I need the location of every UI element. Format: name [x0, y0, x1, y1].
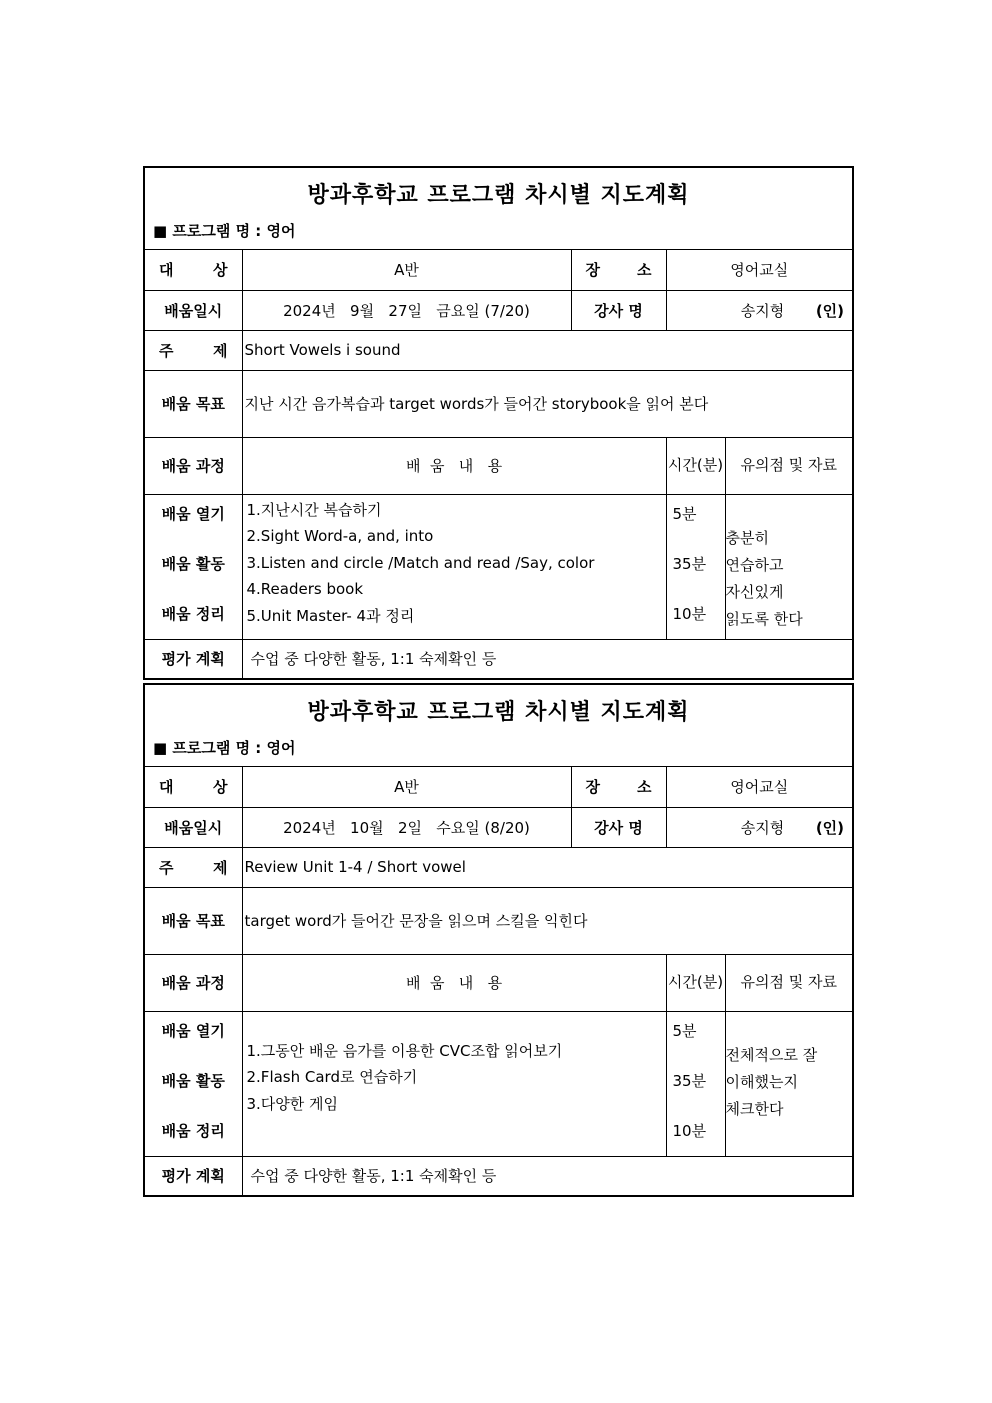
goal-label: 배움 목표 [145, 370, 242, 437]
notes-column [725, 1011, 852, 1156]
notes-header: 유의점 및 자료 [725, 437, 852, 494]
process-body-row [145, 1011, 852, 1156]
time-open: 5분 [672, 504, 697, 523]
plan-title: 방과후학교 프로그램 차시별 지도계획 [307, 182, 690, 208]
content-line: 4.Readers book [246, 580, 364, 599]
teacher-label: 강사 명 [571, 290, 666, 330]
plan-header [145, 685, 852, 767]
plan-title: 방과후학교 프로그램 차시별 지도계획 [307, 699, 690, 725]
date-label: 배움일시 [145, 807, 242, 847]
plan-table [145, 767, 852, 1195]
goal-value: 지난 시간 음가복습과 target words가 들어간 storybook을 읽어 본다 [242, 370, 852, 437]
time-close: 10분 [672, 1121, 707, 1140]
place-value: 영어교실 [666, 250, 852, 290]
content-line: 3.다양한 게임 [246, 1094, 339, 1113]
teacher-value: 송지형 [740, 301, 785, 320]
date-value: 2024년 9월 27일 금요일 (7/20) [242, 290, 571, 330]
eval-label: 평가 계획 [145, 639, 242, 678]
program-name: ■ 프로그램 명 : 영어 [153, 739, 296, 757]
notes-header: 유의점 및 자료 [725, 954, 852, 1011]
topic-label: 주 제 [145, 847, 242, 887]
place-value: 영어교실 [666, 767, 852, 807]
target-label: 대 상 [145, 767, 242, 807]
content-line: 3.Listen and circle /Match and read /Say, color [246, 553, 595, 572]
target-value: A반 [242, 250, 571, 290]
seal-mark: (인) [815, 818, 845, 837]
content-line: 5.Unit Master- 4과 정리 [246, 606, 415, 625]
content-column [242, 494, 666, 639]
topic-row [145, 330, 852, 370]
content-line: 1.지난시간 복습하기 [246, 500, 382, 519]
eval-value: 수업 중 다양한 활동, 1:1 숙제확인 등 [242, 639, 852, 678]
content-line: 2.Flash Card로 연습하기 [246, 1068, 418, 1087]
time-activity: 35분 [672, 554, 707, 573]
target-row [145, 250, 852, 290]
process-header-row [145, 437, 852, 494]
topic-row [145, 847, 852, 887]
eval-label: 평가 계획 [145, 1156, 242, 1195]
teacher-label: 강사 명 [571, 807, 666, 847]
topic-label: 주 제 [145, 330, 242, 370]
content-line: 1.그동안 배운 음가를 이용한 CVC조합 읽어보기 [246, 1041, 563, 1060]
date-label: 배움일시 [145, 290, 242, 330]
eval-row [145, 1156, 852, 1195]
stage-activity: 배움 활동 [161, 1071, 225, 1090]
time-activity: 35분 [672, 1071, 707, 1090]
time-open: 5분 [672, 1021, 697, 1040]
time-column [666, 494, 725, 639]
place-label: 장 소 [571, 250, 666, 290]
place-label: 장 소 [571, 767, 666, 807]
goal-value: target word가 들어간 문장을 읽으며 스킬을 익힌다 [242, 887, 852, 954]
process-label: 배움 과정 [145, 437, 242, 494]
stage-close: 배움 정리 [161, 604, 225, 623]
topic-value: Short Vowels i sound [242, 330, 852, 370]
plan-table [145, 250, 852, 678]
content-header: 배 움 내 용 [242, 437, 666, 494]
target-label: 대 상 [145, 250, 242, 290]
content-header: 배 움 내 용 [242, 954, 666, 1011]
note-line: 충분히 [725, 528, 769, 547]
note-line: 이해했는지 [725, 1072, 798, 1091]
time-column [666, 1011, 725, 1156]
note-line: 자신있게 [725, 582, 784, 601]
date-row [145, 290, 852, 330]
time-header: 시간(분) [666, 954, 725, 1011]
seal-mark: (인) [815, 301, 845, 320]
lesson-plan-2 [143, 683, 854, 1197]
stage-column [145, 494, 242, 639]
time-close: 10분 [672, 604, 707, 623]
topic-value: Review Unit 1-4 / Short vowel [242, 847, 852, 887]
eval-value: 수업 중 다양한 활동, 1:1 숙제확인 등 [242, 1156, 852, 1195]
eval-row [145, 639, 852, 678]
date-row [145, 807, 852, 847]
program-name: ■ 프로그램 명 : 영어 [153, 222, 296, 240]
note-line: 연습하고 [725, 555, 784, 574]
teacher-value: 송지형 [740, 818, 785, 837]
note-line: 전체적으로 잘 [725, 1045, 818, 1064]
teacher-cell [666, 807, 852, 847]
process-header-row [145, 954, 852, 1011]
teacher-cell [666, 290, 852, 330]
lesson-plan-1 [143, 166, 854, 680]
plan-header [145, 168, 852, 250]
content-column [242, 1011, 666, 1156]
stage-open: 배움 열기 [161, 1021, 225, 1040]
time-header: 시간(분) [666, 437, 725, 494]
process-label: 배움 과정 [145, 954, 242, 1011]
target-row [145, 767, 852, 807]
date-value: 2024년 10월 2일 수요일 (8/20) [242, 807, 571, 847]
target-value: A반 [242, 767, 571, 807]
notes-column [725, 494, 852, 639]
note-line: 읽도록 한다 [725, 609, 803, 628]
content-line: 2.Sight Word-a, and, into [246, 527, 434, 546]
process-body-row [145, 494, 852, 639]
goal-row [145, 370, 852, 437]
goal-label: 배움 목표 [145, 887, 242, 954]
stage-close: 배움 정리 [161, 1121, 225, 1140]
goal-row [145, 887, 852, 954]
stage-activity: 배움 활동 [161, 554, 225, 573]
note-line: 체크한다 [725, 1099, 784, 1118]
stage-column [145, 1011, 242, 1156]
stage-open: 배움 열기 [161, 504, 225, 523]
